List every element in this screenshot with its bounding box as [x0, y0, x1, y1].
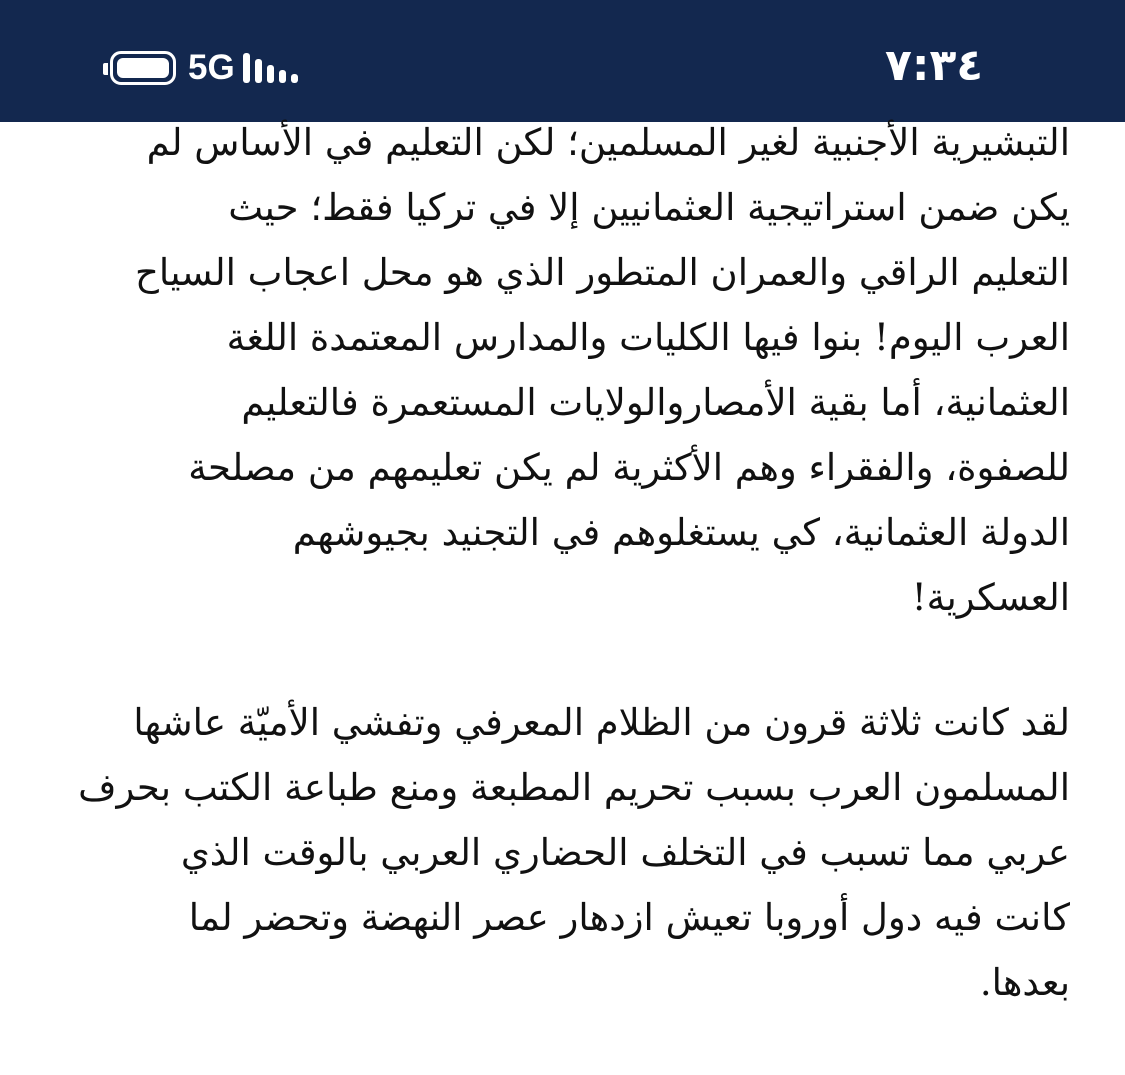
text-line: لقد كانت ثلاثة قرون من الظلام المعرفي وتفشي الأميّة عاشها — [133, 701, 1070, 744]
clock: ٧:٣٤ — [885, 40, 984, 91]
network-type: 5G — [188, 48, 235, 87]
text-line: العرب اليوم! بنوا فيها الكليات والمدارس المعتمدة اللغة — [226, 316, 1070, 359]
text-line: العسكرية! — [911, 576, 1070, 619]
signal-bars-icon — [243, 53, 303, 83]
text-line: التبشيرية الأجنبية لغير المسلمين؛ لكن التعليم في الأساس لم — [146, 121, 1070, 164]
text-line: التعليم الراقي والعمران المتطور الذي هو محل اعجاب السياح — [135, 251, 1070, 294]
text-line: يكن ضمن استراتيجية العثمانيين إلا في تركيا فقط؛ حيث — [228, 186, 1070, 229]
text-line: المسلمون العرب بسبب تحريم المطبعة ومنع طباعة الكتب بحرف — [78, 766, 1070, 809]
article-text — [66, 110, 1070, 1015]
text-line: العثمانية، أما بقية الأمصاروالولايات المستعمرة فالتعليم — [241, 381, 1070, 424]
status-icons — [104, 46, 303, 90]
text-line: بعدها. — [979, 961, 1070, 1004]
text-line: كانت فيه دول أوروبا تعيش ازدهار عصر النهضة وتحضر لما — [188, 896, 1070, 939]
text-line: الدولة العثمانية، كي يستغلوهم في التجنيد بجيوشهم — [292, 511, 1070, 554]
paragraph-1 — [66, 110, 1070, 630]
text-line: عربي مما تسبب في التخلف الحضاري العربي بالوقت الذي — [180, 831, 1070, 874]
battery-icon — [110, 51, 176, 85]
status-bar — [0, 0, 1125, 122]
paragraph-2 — [66, 690, 1070, 1015]
text-line: للصفوة، والفقراء وهم الأكثرية لم يكن تعليمهم من مصلحة — [188, 446, 1070, 489]
